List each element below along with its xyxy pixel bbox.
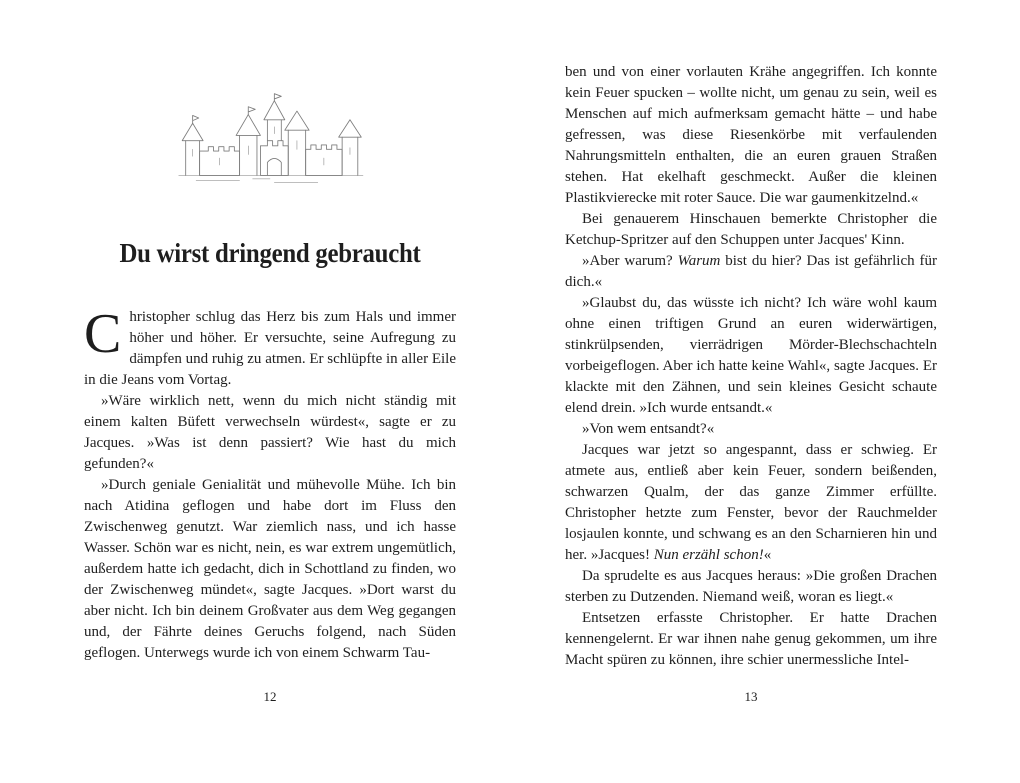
text-segment: Da sprudelte es aus Jacques heraus: »Die großen Drachen sterben zu Dutzenden. Niemand weiß, woran es liegt.« — [565, 568, 937, 605]
left-page — [84, 0, 456, 783]
text-segment: »Aber warum? — [582, 253, 678, 269]
text-segment: »Durch geniale Genialität und mühevolle Mühe. Ich bin nach Atidina geflogen und habe dort im Fluss den Zwischenweg genutzt. War ziemlich nass, und ich hasse Wasser. Schön war es nicht, nein, es war extrem ungemütlich, außerdem hatte ich gedacht, dich in Schottland zu finden, wo der Zwischenweg mündet«, sagte Jacques. »Dort warst du aber nicht. Ich bin deinem Großvater aus dem Weg gegangen und, der Fährte deines Geruchs folgend, nach Süden geflogen. Unterwegs wurde ich von einem Schwarm Tau- — [84, 477, 456, 661]
castle-illustration-icon — [170, 85, 370, 198]
paragraph — [565, 209, 937, 251]
text-segment: Jacques war jetzt so angespannt, dass er schwieg. Er atmete aus, entließ aber kein Feuer, sondern beißenden, schwarzen Qualm, der das ganze Zimmer erfüllte. Christopher hetzte zum Fenster, bevor der Rauchmelder losjaulen konnte, und schwang es an den Scharnieren hin und her. »Jacques! — [565, 442, 937, 563]
paragraph — [565, 419, 937, 440]
paragraph — [84, 475, 456, 664]
emphasis-text: Nun erzähl schon! — [653, 547, 764, 563]
right-page-body-text — [565, 62, 937, 671]
emphasis-text: Warum — [677, 253, 721, 269]
chapter-title: Du wirst dringend gebraucht — [119, 238, 421, 268]
paragraph — [565, 566, 937, 608]
drop-cap: C — [84, 303, 122, 365]
text-segment: »Von wem entsandt?« — [582, 421, 715, 437]
text-segment: »Glaubst du, das wüsste ich nicht? Ich wäre wohl kaum ohne einen triftigen Grund an euren widerwärtigen, stinkrülpsenden, vierrädrigen Mörder-Blechschachteln vorbeigeflogen. Aber ich hatte keine Wahl«, sagte Jacques. Er klackte mit den Zähnen, und sein kleines Gesicht schaute elend drein. »Ich wurde entsandt.« — [565, 295, 937, 416]
text-segment: bist du hier? Das ist gefährlich für dich.« — [565, 253, 937, 290]
text-segment: »Wäre wirklich nett, wenn du mich nicht ständig mit einem kalten Büfett verwechseln würdest«, sagte er zu Jacques. »Was ist denn passiert? Wie hast du mich gefunden?« — [84, 393, 456, 472]
text-segment: « — [763, 547, 772, 563]
text-segment: Entsetzen erfasste Christopher. Er hatte Drachen kennengelernt. Er war ihnen nahe genug gekommen, um ihre Macht spüren zu können, ihre schier unermessliche Intel- — [565, 610, 937, 668]
paragraph — [84, 303, 456, 391]
paragraph — [565, 608, 937, 671]
paragraph — [565, 62, 937, 209]
paragraph — [565, 440, 937, 566]
text-segment: hristopher schlug das Herz bis zum Hals und immer höher und höher. Er versuchte, seine Aufregung zu dämpfen und ruhig zu atmen. Er schlüpfte in aller Eile in die Jeans vom Vortag. — [84, 309, 456, 388]
page-number-right: 13 — [744, 689, 758, 704]
text-segment: Bei genauerem Hinschauen bemerkte Christopher die Ketchup-Spritzer auf den Schuppen unter Jacques' Kinn. — [565, 211, 937, 248]
paragraph — [565, 293, 937, 419]
paragraph — [84, 391, 456, 475]
right-page — [565, 0, 937, 783]
paragraph — [565, 251, 937, 293]
left-page-body-text — [84, 303, 456, 664]
page-number-left: 12 — [263, 689, 277, 704]
text-segment: ben und von einer vorlauten Krähe angegriffen. Ich konnte kein Feuer spucken – wollte nicht, um genau zu sein, weil es Menschen auf mich aufmerksam gemacht hätte – und habe gefressen, was diese Riesenkörbe mit verfaulenden Nahrungsmitteln enthalten, die an euren grauen Straßen stehen. Hat ekelhaft geschmeckt. Außer die kleinen Plastikvierecke mit roter Sauce. Die war gaumenkitzelnd.« — [565, 64, 937, 206]
